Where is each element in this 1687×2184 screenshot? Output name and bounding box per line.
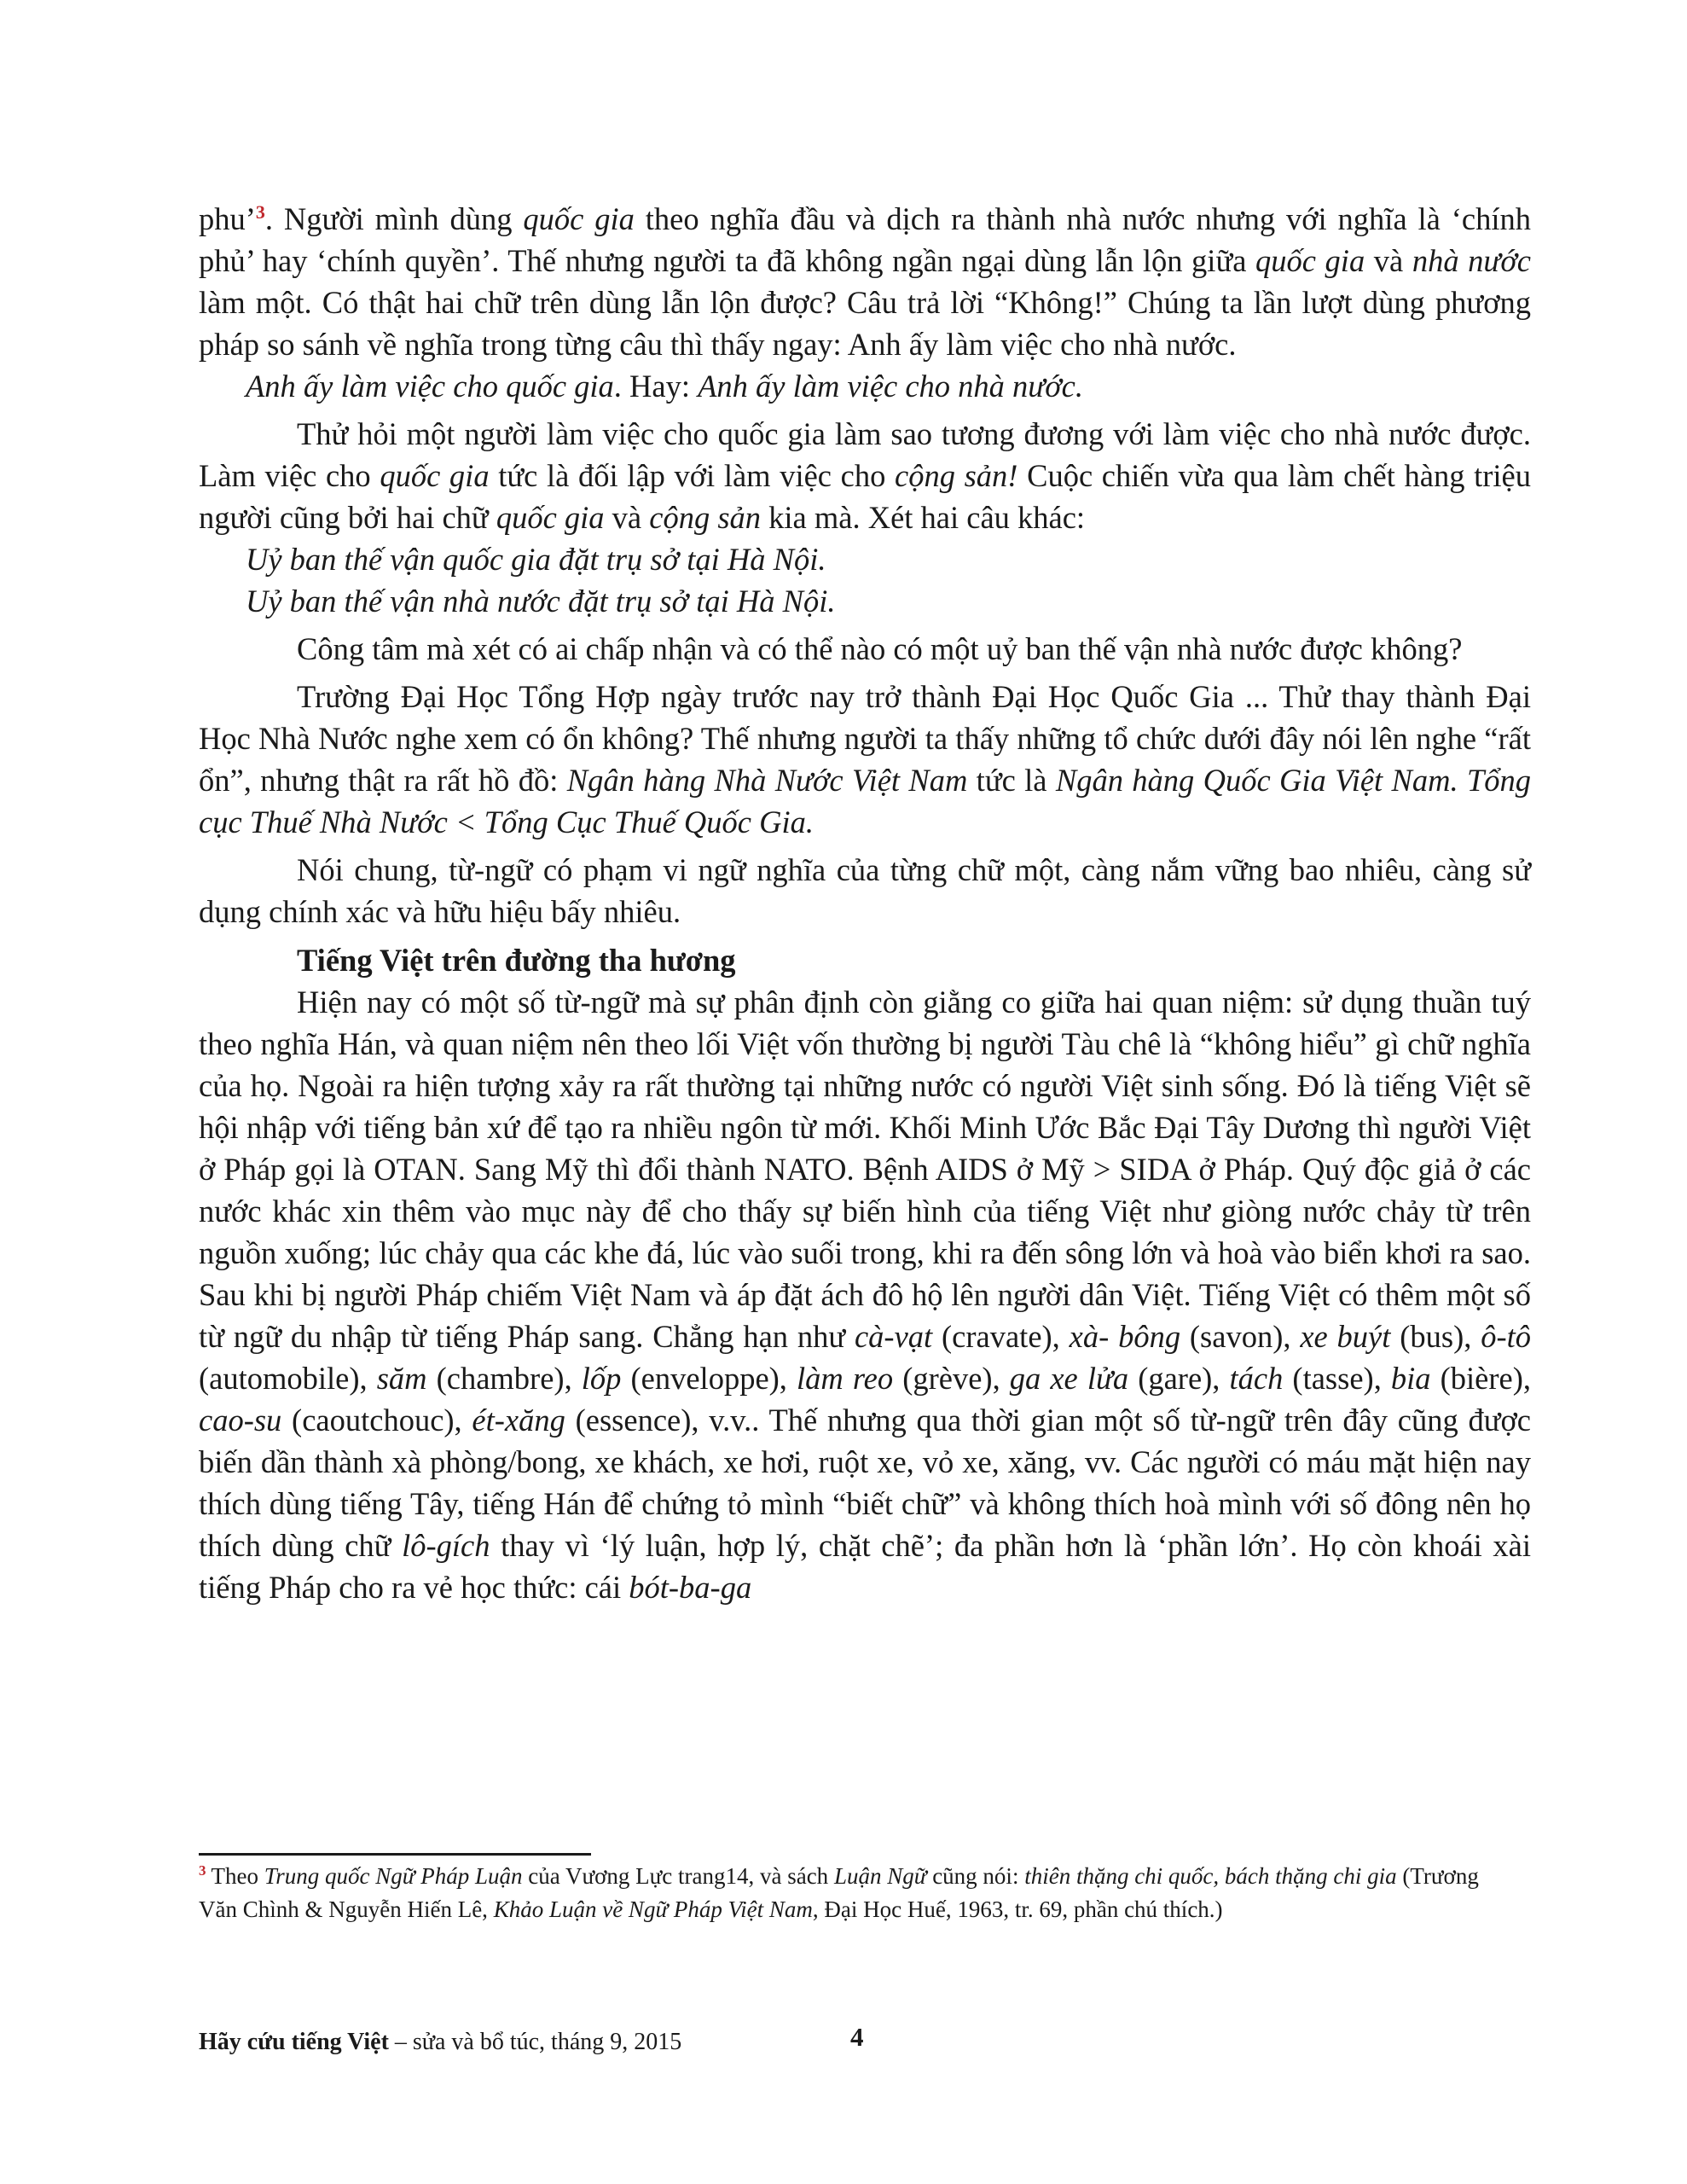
footnote-number: 3 (199, 1862, 206, 1879)
footnote: $^3$ Theo Trung quốc Ngữ Pháp Luận của Vương Lực trang14, và sách Luận Ngữ cũng nói: thiên thặng chi quốc, bách thặng chi gia (Trương Văn Chình & Nguyễn Hiến Lê, Khảo Luận về Ngữ Pháp Việt Nam, Đại Học Huế, 1963, tr. 69, phần chú thích.) (199, 1862, 1479, 1922)
book-title: Hãy cứu tiếng Việt (199, 2029, 389, 2055)
footnote-reference[interactable]: 3 (255, 201, 265, 223)
paragraph: Trường Đại Học Tổng Hợp ngày trước nay trở thành Đại Học Quốc Gia ... Thử thay thành Đại Học Nhà Nước nghe xem có ổn không? Thế nhưng người ta thấy những tổ chức dưới đây nói lên nghe “rất ổn”, nhưng thật ra rất hồ đồ: Ngân hàng Nhà Nước Việt Nam tức là Ngân hàng Quốc Gia Việt Nam. Tổng cục Thuế Nhà Nước < Tổng Cục Thuế Quốc Gia. (199, 679, 1531, 839)
example-sentence: Uỷ ban thế vận quốc gia đặt trụ sở tại Hà Nội. (246, 542, 826, 577)
edition-note: – sửa và bổ túc, tháng 9, 2015 (388, 2029, 682, 2055)
paragraph: Công tâm mà xét có ai chấp nhận và có thể nào có một uỷ ban thế vận nhà nước được không? (297, 631, 1463, 666)
section-heading: Tiếng Việt trên đường tha hương (297, 943, 736, 978)
paragraph: Thử hỏi một người làm việc cho quốc gia làm sao tương đương với làm việc cho nhà nước được. Làm việc cho quốc gia tức là đối lập với làm việc cho cộng sản! Cuộc chiến vừa qua làm chết hàng triệu người cũng bởi hai chữ quốc gia và cộng sản kia mà. Xét hai câu khác: (199, 416, 1532, 535)
page-footer (199, 2029, 681, 2056)
paragraph: phu’$^3$. Người mình dùng quốc gia theo nghĩa đầu và dịch ra thành nhà nước nhưng với nghĩa là ‘chính phủ’ hay ‘chính quyền’. Thế nhưng người ta đã không ngần ngại dùng lẫn lộn giữa quốc gia và nhà nước làm một. Có thật hai chữ trên dùng lẫn lộn được? Câu trả lời “Không!” Chúng ta lần lượt dùng phương pháp so sánh về nghĩa trong từng câu thì thấy ngay: Anh ấy làm việc cho nhà nước. (199, 201, 1532, 362)
example-sentence: Uỷ ban thế vận nhà nước đặt trụ sở tại Hà Nội. (246, 584, 836, 619)
example-sentence: Anh ấy làm việc cho quốc gia. Hay: Anh ấy làm việc cho nhà nước. (246, 369, 1084, 404)
paragraph: Hiện nay có một số từ-ngữ mà sự phân định còn giằng co giữa hai quan niệm: sử dụng thuần tuý theo nghĩa Hán, và quan niệm nên theo lối Việt vốn thường bị người Tàu chê là “không hiểu” gì chữ nghĩa của họ. Ngoài ra hiện tượng xảy ra rất thường tại những nước có người Việt sinh sống. Đó là tiếng Việt sẽ hội nhập với tiếng bản xứ để tạo ra nhiều ngôn từ mới. Khối Minh Ước Bắc Đại Tây Dương thì người Việt ở Pháp gọi là OTAN. Sang Mỹ thì đổi thành NATO. Bệnh AIDS ở Mỹ > SIDA ở Pháp. Quý độc giả ở các nước khác xin thêm vào mục này để cho thấy sự biến hình của tiếng Việt như giòng nước chảy từ trên nguồn xuống; lúc chảy qua các khe đá, lúc vào suối trong, khi ra đến sông lớn và hoà vào biển khơi ra sao. Sau khi bị người Pháp chiếm Việt Nam và áp đặt ách đô hộ lên người dân Việt. Tiếng Việt có thêm một số từ ngữ du nhập từ tiếng Pháp sang. Chẳng hạn như cà-vạt (cravate), xà- bông (savon), xe buýt (bus), ô-tô (automobile), săm (chambre), lốp (enveloppe), làm reo (grève), ga xe lửa (gare), tách (tasse), bia (bière), cao-su (caoutchouc), ét-xăng (essence), v.v.. Thế nhưng qua thời gian một số từ-ngữ trên đây cũng được biến dần thành xà phòng/bong, xe khách, xe hơi, ruột xe, vỏ xe, xăng, vv. Các người có máu mặt hiện nay thích dùng tiếng Tây, tiếng Hán để chứng tỏ mình “biết chữ” và không thích hoà mình với số đông nên họ thích dùng chữ lô-gích thay vì ‘lý luận, hợp lý, chặt chẽ’; đa phần hơn là ‘phần lớn’. Họ còn khoái xài tiếng Pháp cho ra vẻ học thức: cái bót-ba-ga (199, 985, 1531, 1605)
body-text (199, 198, 1531, 1608)
footnote-divider (199, 1853, 591, 1856)
page-number: 4 (850, 2022, 864, 2052)
paragraph: Nói chung, từ-ngữ có phạm vi ngữ nghĩa của từng chữ một, càng nắm vững bao nhiêu, càng sử dụng chính xác và hữu hiệu bấy nhiêu. (199, 852, 1531, 929)
